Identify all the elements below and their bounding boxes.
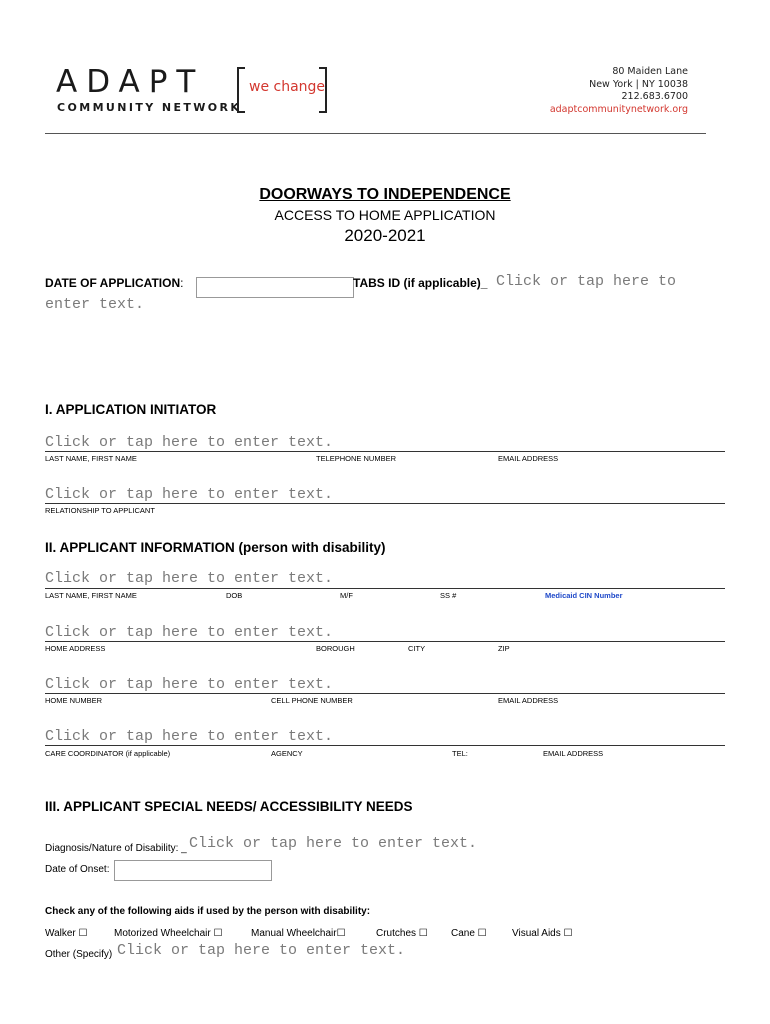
date-of-application-label: DATE OF APPLICATION:: [45, 276, 184, 290]
caption-coordinator-email: EMAIL ADDRESS: [543, 749, 604, 758]
applicant-row3-line: [45, 693, 725, 694]
aid-cane-checkbox[interactable]: Cane ☐: [451, 928, 487, 939]
caption-zip: ZIP: [498, 644, 510, 653]
diagnosis-input[interactable]: Click or tap here to enter text.: [189, 835, 478, 852]
applicant-row1-line: [45, 588, 725, 589]
tabs-id-input[interactable]: Click or tap here to: [496, 273, 677, 290]
aid-motorized-wheelchair-checkbox[interactable]: Motorized Wheelchair ☐: [114, 928, 223, 939]
organization-address: [488, 66, 688, 116]
date-of-application-input[interactable]: [196, 277, 354, 298]
caption-relationship: RELATIONSHIP TO APPLICANT: [45, 506, 155, 515]
caption-applicant-email: EMAIL ADDRESS: [498, 696, 559, 705]
applicant-name-input[interactable]: Click or tap here to enter text.: [45, 570, 334, 587]
address-phone: 212.683.6700: [621, 91, 688, 102]
aids-heading: Check any of the following aids if used by the person with disability:: [45, 906, 371, 917]
aid-crutches-checkbox[interactable]: Crutches ☐: [376, 928, 428, 939]
date-of-onset-input[interactable]: [114, 860, 272, 881]
caption-sex: M/F: [340, 591, 353, 600]
caption-ssn: SS #: [440, 591, 457, 600]
form-year: 2020-2021: [344, 226, 426, 245]
home-number-input[interactable]: Click or tap here to enter text.: [45, 676, 334, 693]
initiator-row2-line: [45, 503, 725, 504]
caption-dob: DOB: [226, 591, 243, 600]
initiator-row1-line: [45, 451, 725, 452]
caption-home-address: HOME ADDRESS: [45, 644, 106, 653]
other-specify-input[interactable]: Click or tap here to enter text.: [117, 942, 406, 959]
address-city: New York | NY 10038: [589, 78, 688, 90]
relationship-input[interactable]: Click or tap here to enter text.: [45, 486, 334, 503]
caption-last-first-name: LAST NAME, FIRST NAME: [45, 454, 137, 463]
aid-walker-checkbox[interactable]: Walker ☐: [45, 928, 88, 939]
header-divider: [45, 133, 706, 134]
caption-applicant-name: LAST NAME, FIRST NAME: [45, 591, 137, 600]
care-coordinator-input[interactable]: Click or tap here to enter text.: [45, 728, 334, 745]
initiator-name-input[interactable]: Click or tap here to enter text.: [45, 434, 334, 451]
caption-borough: BOROUGH: [316, 644, 355, 653]
logo-subtitle: COMMUNITY NETWORK: [57, 101, 242, 114]
caption-tel: TEL:: [452, 749, 468, 758]
caption-medicaid-cin: Medicaid CIN Number: [545, 591, 623, 600]
date-of-onset-label: Date of Onset:: [45, 864, 110, 875]
logo-wordmark: ADAPT: [56, 64, 205, 100]
caption-telephone: TELEPHONE NUMBER: [316, 454, 397, 463]
other-specify-label: Other (Specify): [45, 949, 113, 960]
aid-manual-wheelchair-checkbox[interactable]: Manual Wheelchair☐: [251, 928, 346, 939]
caption-home-number: HOME NUMBER: [45, 696, 103, 705]
applicant-row4-line: [45, 745, 725, 746]
form-title: DOORWAYS TO INDEPENDENCE: [259, 186, 511, 203]
logo-bracket: [237, 67, 327, 111]
caption-email: EMAIL ADDRESS: [498, 454, 559, 463]
aid-visual-aids-checkbox[interactable]: Visual Aids ☐: [512, 928, 573, 939]
section-special-needs-heading: III. APPLICANT SPECIAL NEEDS/ ACCESSIBILITY NEEDS: [45, 799, 413, 814]
section-applicant-information-heading: II. APPLICANT INFORMATION (person with disability): [45, 540, 386, 555]
diagnosis-label: Diagnosis/Nature of Disability: _: [45, 843, 187, 854]
home-address-input[interactable]: Click or tap here to enter text.: [45, 624, 334, 641]
caption-agency: AGENCY: [271, 749, 303, 758]
tagline: we change: [249, 79, 326, 95]
section-application-initiator-heading: I. APPLICATION INITIATOR: [45, 402, 217, 417]
caption-care-coordinator: CARE COORDINATOR (if applicable): [45, 749, 171, 758]
tabs-id-label: TABS ID (if applicable)_: [353, 276, 488, 290]
website-link[interactable]: adaptcommunitynetwork.org: [549, 103, 688, 115]
caption-cell-phone: CELL PHONE NUMBER: [271, 696, 353, 705]
caption-city: CITY: [408, 644, 426, 653]
address-street: 80 Maiden Lane: [612, 66, 688, 77]
applicant-row2-line: [45, 641, 725, 642]
tabs-id-input-continued[interactable]: enter text.: [45, 296, 145, 313]
form-subtitle: ACCESS TO HOME APPLICATION: [274, 207, 496, 223]
